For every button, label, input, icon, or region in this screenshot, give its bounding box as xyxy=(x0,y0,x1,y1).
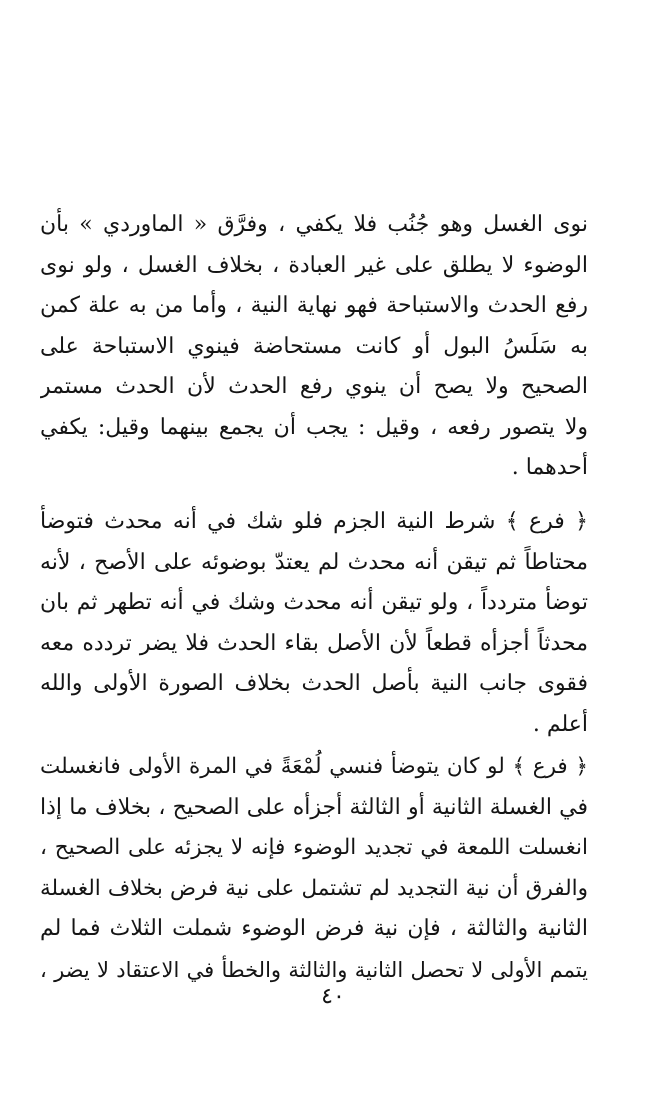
text-line: نوى الغسل وهو جُنُب فلا يكفي ، وفرَّق « الماوردي » بأن xyxy=(40,212,588,237)
paragraph-2 xyxy=(40,502,588,745)
text-line: والفرق أن نية التجديد لم تشتمل على نية فرض بخلاف الغسلة xyxy=(40,875,588,901)
text-line: رفع الحدث والاستباحة فهو نهاية النية ، وأما من به علة كمن xyxy=(40,293,588,318)
text-line: في الغسلة الثانية أو الثالثة أجزأه على الصحيح ، بخلاف ما إذا xyxy=(40,794,588,820)
text-line: الوضوء لا يطلق على غير العبادة ، بخلاف الغسل ، ولو نوى xyxy=(40,252,588,278)
text-line: أعلم . xyxy=(532,711,588,737)
paragraph-1 xyxy=(40,205,588,489)
text-line: محتاطاً ثم تيقن أنه محدث لم يعتدّ بوضوئه على الأصح ، لأنه xyxy=(40,549,588,575)
text-line: انغسلت اللمعة في تجديد الوضوء فإنه لا يجزئه على الصحيح ، xyxy=(40,835,588,860)
text-line: ﴿ فرع ﴾ شرط النية الجزم فلو شك في أنه محدث فتوضأ xyxy=(40,509,588,534)
text-line: ولا يتصور رفعه ، وقيل : يجب أن يجمع بينهما وقيل: يكفي xyxy=(40,414,588,440)
text-line: الصحيح ولا يصح أن ينوي رفع الحدث لأن الحدث مستمر xyxy=(40,374,588,399)
text-line: به سَلَسُ البول أو كانت مستحاضة فينوي الاستباحة على xyxy=(40,333,588,359)
text-line: أحدهما . xyxy=(511,455,588,480)
paragraph-3 xyxy=(40,747,588,990)
text-line: فقوى جانب النية بأصل الحدث بخلاف الصورة الأولى والله xyxy=(40,671,588,696)
text-line: يتمم الأولى لا تحصل الثانية والثالثة والخطأ في الاعتقاد لا يضر ، xyxy=(40,957,588,982)
page-number: ٤٠ xyxy=(321,984,345,1009)
text-line: الثانية والثالثة ، فإن نية فرض الوضوء شملت الثلاث فما لم xyxy=(40,916,588,941)
text-line: محدثاً أجزأه قطعاً لأن الأصل بقاء الحدث فلا يضر تردده معه xyxy=(40,630,588,656)
text-line: توضأ متردداً ، ولو تيقن أنه محدث وشك في أنه تطهر ثم بان xyxy=(40,590,588,615)
text-line: ﴿ فرع ﴾ لو كان يتوضأ فنسي لُمْعَةً في المرة الأولى فانغسلت xyxy=(40,754,588,779)
